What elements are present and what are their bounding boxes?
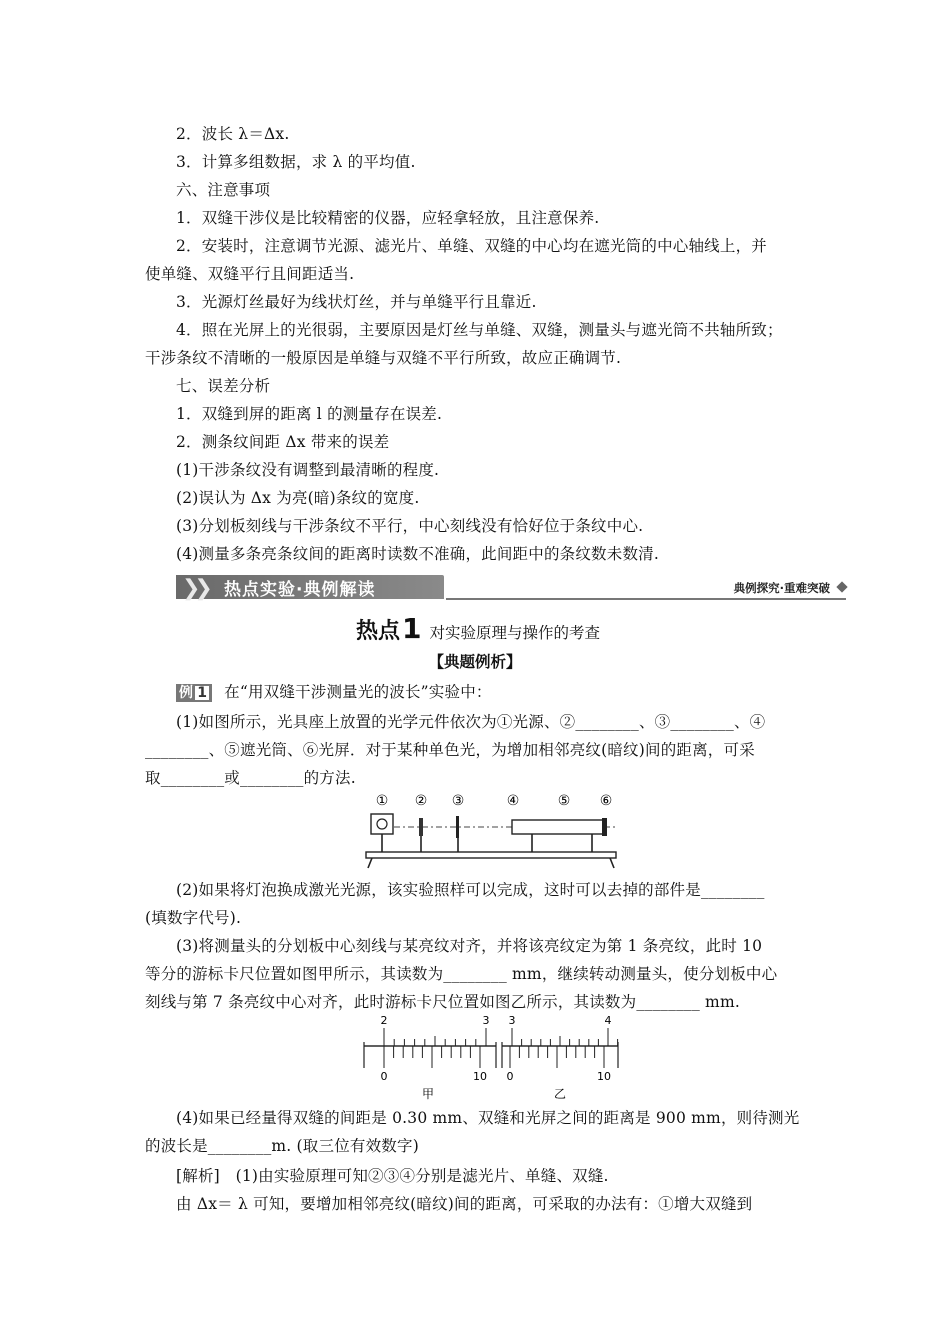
text-line: 2．测条纹间距 Δx 带来的误差	[176, 433, 390, 451]
example-badge-text: 例	[179, 685, 194, 701]
text-line: (3)分划板刻线与干涉条纹不平行，中心刻线没有恰好位于条纹中心.	[176, 517, 644, 535]
vernier-jia	[364, 1014, 496, 1101]
optical-bench-figure	[362, 790, 624, 870]
vernier-scale-label: 10	[473, 1070, 487, 1083]
question-line: (1)如图所示，光具座上放置的光学元件依次为①光源、②________、③________、④	[176, 713, 766, 731]
vernier-scale-label: 0	[506, 1070, 514, 1083]
hotspot-number: 1	[402, 612, 422, 645]
component-label: ⑤	[557, 793, 571, 809]
text-line: 干涉条纹不清晰的一般原因是单缝与双缝不平行所致，故应正确调节.	[145, 349, 622, 367]
component-label: ④	[506, 793, 520, 809]
question-line: 刻线与第 7 条亮纹中心对齐，此时游标卡尺位置如图乙所示，其读数为________ mm.	[145, 993, 740, 1011]
main-scale-label: 4	[604, 1014, 612, 1027]
component-label: ③	[451, 793, 465, 809]
text-line: (1)干涉条纹没有调整到最清晰的程度.	[176, 461, 440, 479]
double-chevron-icon: ❯❯	[182, 576, 207, 601]
example-intro-line	[176, 682, 856, 702]
component-label: ②	[414, 793, 428, 809]
example-badge	[176, 684, 212, 702]
question-line: ________、⑤遮光筒、⑥光屏．对于某种单色光，为增加相邻亮纹(暗纹)间的距离，可采	[145, 741, 755, 759]
main-scale-label: 3	[508, 1014, 516, 1027]
vernier-caliper-figure	[360, 1012, 622, 1102]
light-source-box	[371, 814, 393, 834]
screen-element	[602, 818, 607, 836]
caption-yi: 乙	[553, 1087, 567, 1101]
hotspot-title: 对实验原理与操作的考查	[429, 624, 601, 642]
example-badge-number: 1	[197, 685, 208, 701]
text-line: 2．波长 λ＝Δx.	[176, 125, 290, 143]
text-line: (4)测量多条亮条纹间的距离时读数不准确，此间距中的条纹数未数清.	[176, 545, 659, 563]
question-line: 等分的游标卡尺位置如图甲所示，其读数为________ mm，继续转动测量头，使分划板中心	[145, 965, 778, 983]
diamond-icon	[836, 581, 847, 592]
question-line: 取________或________的方法.	[145, 769, 356, 787]
component-label: ⑥	[599, 793, 613, 809]
section-heading: 六、注意事项	[176, 181, 271, 199]
bench-leg	[610, 858, 614, 868]
single-slit-element	[456, 816, 459, 838]
text-line: 2．安装时，注意调节光源、滤光片、单缝、双缝的中心均在遮光筒的中心轴线上，并	[176, 237, 767, 255]
text-line: (2)误认为 Δx 为亮(暗)条纹的宽度.	[176, 489, 420, 507]
bench-leg	[368, 858, 372, 868]
hotspot-label: 热点	[356, 619, 401, 644]
main-scale-label: 3	[482, 1014, 490, 1027]
banner-bar	[176, 575, 444, 599]
filter-element	[419, 818, 423, 836]
text-line: 3．计算多组数据，求 λ 的平均值.	[176, 153, 416, 171]
text-line: 4．照在光屏上的光很弱，主要原因是灯丝与单缝、双缝，测量头与遮光筒不共轴所致；	[176, 321, 783, 339]
vernier-scale-label: 0	[380, 1070, 388, 1083]
example-intro: 在“用双缝干涉测量光的波长”实验中：	[224, 683, 492, 701]
analysis-line: 由 Δx＝ λ 可知，要增加相邻亮纹(暗纹)间的距离，可采取的办法有：①增大双缝到	[176, 1195, 753, 1213]
vernier-scale-label: 10	[597, 1070, 611, 1083]
section-heading: 七、误差分析	[176, 377, 271, 395]
question-line: (2)如果将灯泡换成激光光源，该实验照样可以完成，这时可以去掉的部件是________	[176, 881, 765, 899]
analysis-line: [解析] (1)由实验原理可知②③④分别是滤光片、单缝、双缝.	[176, 1167, 609, 1185]
banner-title: 热点实验·典例解读	[224, 580, 376, 600]
banner-subtitle: 典例探究·重难突破	[733, 581, 830, 595]
section-banner	[176, 572, 848, 602]
bench-rail	[366, 852, 616, 858]
text-line: 使单缝、双缝平行且间距适当.	[145, 265, 355, 283]
light-tube	[512, 820, 604, 834]
component-label: ①	[375, 793, 389, 809]
caption-jia: 甲	[421, 1087, 435, 1101]
text-line: 1．双缝到屏的距离 l 的测量存在误差.	[176, 405, 443, 423]
lamp-icon	[377, 819, 387, 829]
banner-rule	[446, 598, 846, 600]
main-scale-label: 2	[380, 1014, 388, 1027]
text-line: 3．光源灯丝最好为线状灯丝，并与单缝平行且靠近.	[176, 293, 537, 311]
text-line: 1．双缝干涉仪是比较精密的仪器，应轻拿轻放，且注意保养.	[176, 209, 600, 227]
vernier-yi	[502, 1014, 618, 1101]
question-line: (4)如果已经量得双缝的间距是 0.30 mm、双缝和光屏之间的距离是 900 mm，则待测光	[176, 1109, 800, 1127]
question-line: (3)将测量头的分划板中心刻线与某亮纹对齐，并将该亮纹定为第 1 条亮纹，此时 10	[176, 937, 763, 955]
question-line: 的波长是________m. (取三位有效数字)	[145, 1137, 419, 1155]
hotspot-heading	[356, 612, 600, 644]
question-line: (填数字代号).	[145, 909, 242, 927]
section-tag: 【典题例析】	[428, 652, 522, 671]
